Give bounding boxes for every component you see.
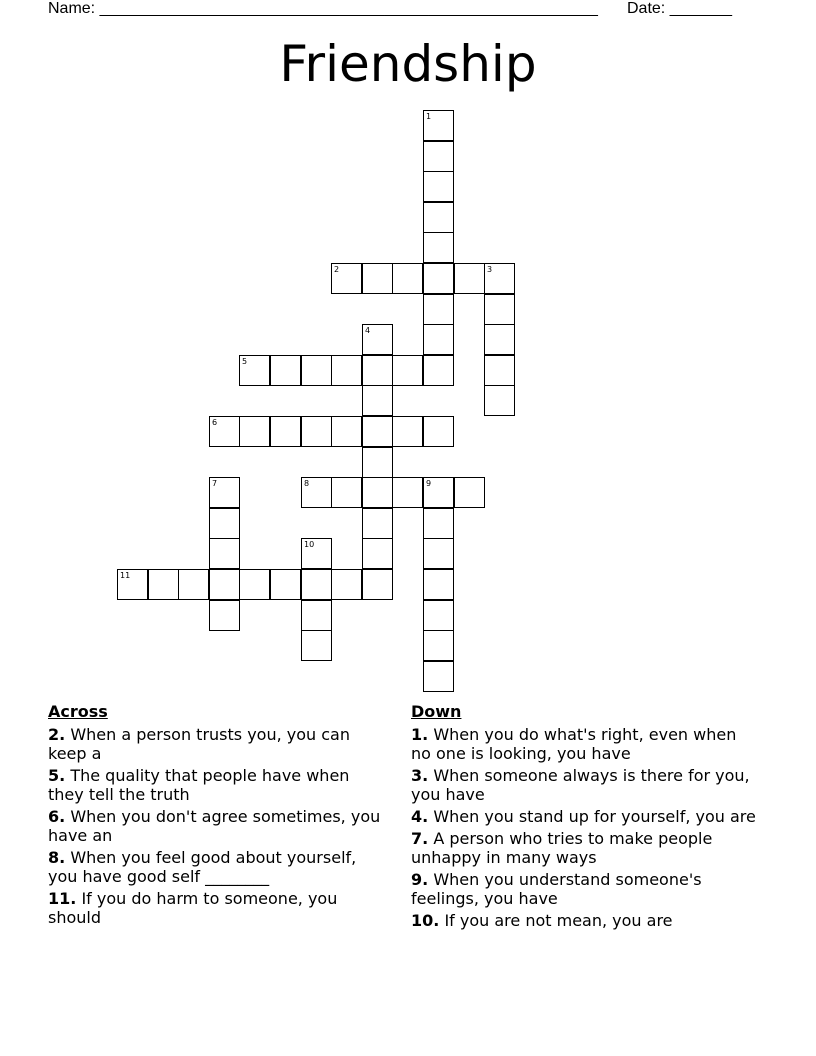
grid-cell[interactable] [331,355,362,386]
grid-cell[interactable] [392,477,423,508]
grid-cell[interactable] [239,569,270,600]
grid-cell[interactable] [178,569,209,600]
grid-cell[interactable] [484,263,515,294]
cell-number: 4 [365,326,371,335]
clue-text: If you are not mean, you are [444,911,673,930]
grid-cell[interactable] [239,416,270,447]
name-field: Name: ________________________________________________________ [48,0,598,17]
grid-cell[interactable] [423,141,454,172]
cell-number: 3 [487,265,493,274]
grid-cell[interactable] [270,569,301,600]
grid-cell[interactable] [209,416,240,447]
grid-cell[interactable] [392,355,423,386]
grid-cell[interactable] [423,324,454,355]
grid-cell[interactable] [301,477,332,508]
across-clue [48,766,388,804]
across-clue [48,848,388,886]
clue-number: 9. [411,870,429,889]
grid-cell[interactable] [423,661,454,692]
grid-cell[interactable] [423,232,454,263]
grid-cell[interactable] [301,416,332,447]
clue-number: 5. [48,766,66,785]
grid-cell[interactable] [209,600,240,631]
grid-cell[interactable] [331,569,362,600]
cell-number: 6 [212,418,218,427]
grid-cell[interactable] [362,263,393,294]
grid-cell[interactable] [362,477,393,508]
down-heading: Down [411,702,462,721]
grid-cell[interactable] [209,569,240,600]
cell-number: 5 [242,357,248,366]
cell-number: 8 [304,479,310,488]
across-clues [48,702,388,930]
clue-number: 4. [411,807,429,826]
cell-number: 1 [426,112,432,121]
grid-cell[interactable] [423,171,454,202]
cell-number: 10 [304,540,315,549]
grid-cell[interactable] [362,569,393,600]
clue-number: 2. [48,725,66,744]
clue-text: When you feel good about yourself, you have good self ________ [48,848,357,886]
grid-cell[interactable] [301,355,332,386]
grid-cell[interactable] [392,263,423,294]
down-clue [411,725,756,763]
clue-number: 7. [411,829,429,848]
down-clue [411,807,756,826]
puzzle-title: Friendship [279,35,537,93]
clue-number: 6. [48,807,66,826]
grid-cell[interactable] [117,569,148,600]
grid-cell[interactable] [301,600,332,631]
grid-cell[interactable] [270,416,301,447]
grid-cell[interactable] [209,508,240,539]
across-clue [48,725,388,763]
grid-cell[interactable] [148,569,179,600]
grid-cell[interactable] [423,600,454,631]
grid-cell[interactable] [209,538,240,569]
clue-text: When a person trusts you, you can keep a [48,725,350,763]
grid-cell[interactable] [423,202,454,233]
grid-cell[interactable] [270,355,301,386]
clue-text: When you stand up for yourself, you are [433,807,756,826]
grid-cell[interactable] [454,477,485,508]
grid-cell[interactable] [331,416,362,447]
clue-text: When someone always is there for you, you have [411,766,750,804]
cell-number: 9 [426,479,432,488]
grid-cell[interactable] [484,294,515,325]
cell-number: 11 [120,571,131,580]
grid-cell[interactable] [239,355,270,386]
cell-number: 7 [212,479,218,488]
down-clue [411,870,756,908]
clue-text: A person who tries to make people unhappy in many ways [411,829,713,867]
grid-cell[interactable] [423,630,454,661]
down-clues [411,702,756,933]
grid-cell[interactable] [362,385,393,416]
down-clue [411,829,756,867]
grid-cell[interactable] [301,630,332,661]
down-clue [411,911,756,930]
clue-number: 3. [411,766,429,785]
across-clue [48,807,388,845]
grid-cell[interactable] [423,416,454,447]
grid-cell[interactable] [484,385,515,416]
clue-text: The quality that people have when they tell the truth [48,766,350,804]
grid-cell[interactable] [454,263,485,294]
grid-cell[interactable] [484,324,515,355]
grid-cell[interactable] [331,263,362,294]
date-field: Date: _______ [627,0,732,17]
grid-cell[interactable] [423,477,454,508]
grid-cell[interactable] [362,355,393,386]
clue-number: 8. [48,848,66,867]
grid-cell[interactable] [209,477,240,508]
across-heading: Across [48,702,108,721]
grid-cell[interactable] [423,110,454,141]
clue-text: When you don't agree sometimes, you have an [48,807,381,845]
grid-cell[interactable] [423,263,454,294]
grid-cell[interactable] [331,477,362,508]
clue-number: 11. [48,889,77,908]
cell-number: 2 [334,265,340,274]
grid-cell[interactable] [301,538,332,569]
grid-cell[interactable] [423,538,454,569]
grid-cell[interactable] [362,538,393,569]
across-clue [48,889,388,927]
grid-cell[interactable] [362,416,393,447]
clue-text: When you do what's right, even when no one is looking, you have [411,725,737,763]
clue-number: 10. [411,911,440,930]
clue-number: 1. [411,725,429,744]
grid-cell[interactable] [362,508,393,539]
grid-cell[interactable] [301,569,332,600]
grid-cell[interactable] [392,416,423,447]
down-clue [411,766,756,804]
grid-cell[interactable] [423,508,454,539]
grid-cell[interactable] [362,324,393,355]
grid-cell[interactable] [423,355,454,386]
grid-cell[interactable] [423,569,454,600]
clue-text: When you understand someone's feelings, you have [411,870,702,908]
grid-cell[interactable] [423,294,454,325]
grid-cell[interactable] [484,355,515,386]
grid-cell[interactable] [362,447,393,478]
clue-text: If you do harm to someone, you should [48,889,338,927]
